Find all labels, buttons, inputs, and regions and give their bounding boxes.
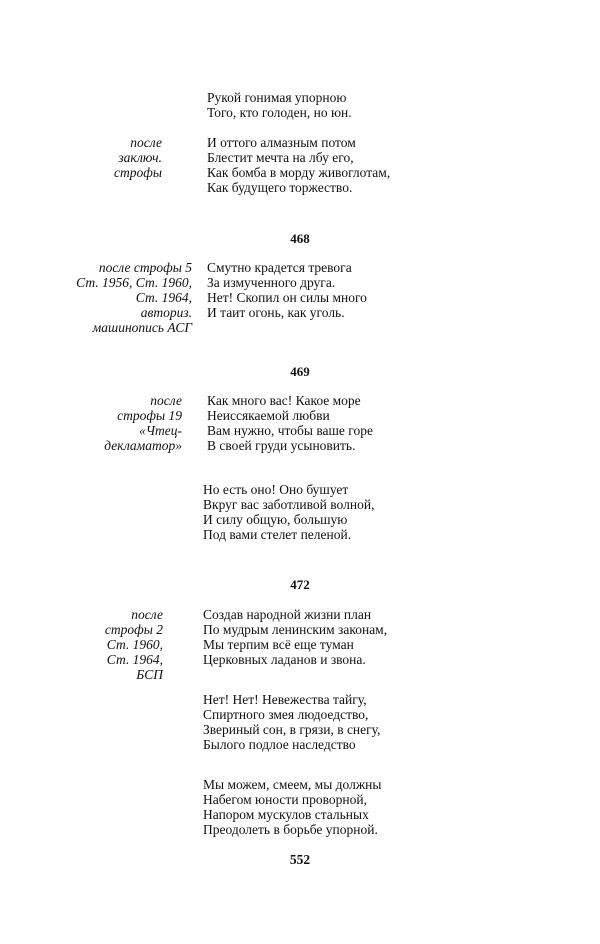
note-line: после строфы 5 — [98, 260, 192, 275]
note-line: Ст. 1956, Ст. 1960, — [76, 275, 192, 290]
verse-line: Рукой гонимая упорною — [207, 90, 347, 105]
verse-line: Под вами стелет пеленой. — [203, 527, 352, 542]
verse-line: И силу общую, большую — [203, 512, 348, 527]
verse-line: Создав народной жизни план — [203, 607, 372, 622]
verse-line: Как много вас! Какое море — [207, 393, 361, 408]
verse-line: Как будущего торжество. — [207, 180, 353, 195]
editorial-note — [104, 393, 182, 453]
note-line: Ст. 1964, — [135, 290, 192, 305]
editorial-note — [76, 260, 192, 335]
section-number: 468 — [290, 231, 310, 246]
verse-line: Набегом юности проворной, — [203, 792, 368, 807]
verse-line: Напором мускулов стальных — [203, 807, 369, 822]
verse-line: Спиртного змея людоедство, — [203, 707, 369, 722]
note-line: строфы 19 — [117, 408, 182, 423]
page-number: 552 — [289, 852, 311, 867]
verse-line: Того, кто голоден, но юн. — [207, 105, 352, 120]
verse-line: Но есть оно! Оно бушует — [203, 482, 349, 497]
verse-line: Мы можем, смеем, мы должны — [203, 777, 382, 792]
note-line: после — [130, 135, 162, 150]
note-line: декламатор» — [104, 438, 182, 453]
verse-line: И оттого алмазным потом — [207, 135, 356, 150]
verse-line: И таит огонь, как уголь. — [207, 305, 345, 320]
note-line: «Чтец- — [138, 423, 182, 438]
note-line: после — [131, 607, 163, 622]
verse-line: Преодолеть в борьбе упорной. — [203, 822, 378, 837]
verse-line: За измученного друга. — [207, 275, 336, 290]
verse-line: Как бомба в морду живоглотам, — [207, 165, 391, 180]
section-number: 469 — [290, 364, 310, 379]
verse-line: Блестит мечта на лбу его, — [207, 150, 354, 165]
verse-line: По мудрым ленинским законам, — [203, 622, 388, 637]
verse-line: Вам нужно, чтобы ваше горе — [207, 423, 373, 438]
note-line: заключ. — [118, 150, 162, 165]
verse-line: Мы терпим всё еще туман — [203, 637, 354, 652]
editorial-note — [114, 135, 162, 180]
section-number: 472 — [290, 577, 310, 592]
verse-line: В своей груди усыновить. — [207, 438, 356, 453]
note-line: машинопись АСГ — [92, 320, 192, 335]
editorial-note — [105, 607, 163, 682]
note-line: Ст. 1964, — [106, 652, 163, 667]
verse-line: Смутно крадется тревога — [207, 260, 352, 275]
verse-line: Звериный сон, в грязи, в снегу, — [203, 722, 381, 737]
verse-line: Вкруг вас заботливой волной, — [203, 497, 375, 512]
verse-line: Нет! Скопил он силы много — [207, 290, 367, 305]
note-line: строфы 2 — [104, 622, 163, 637]
note-line: после — [150, 393, 182, 408]
note-line: Ст. 1960, — [106, 637, 163, 652]
note-line: БСП — [136, 667, 163, 682]
verse-line: Нет! Нет! Невежества тайгу, — [203, 692, 367, 707]
note-line: авториз. — [140, 305, 192, 320]
verse-line: Неиссякаемой любви — [207, 408, 330, 423]
note-line: строфы — [114, 165, 162, 180]
verse-line: Церковных ладанов и звона. — [203, 652, 366, 667]
verse-line: Былого подлое наследство — [203, 737, 356, 752]
